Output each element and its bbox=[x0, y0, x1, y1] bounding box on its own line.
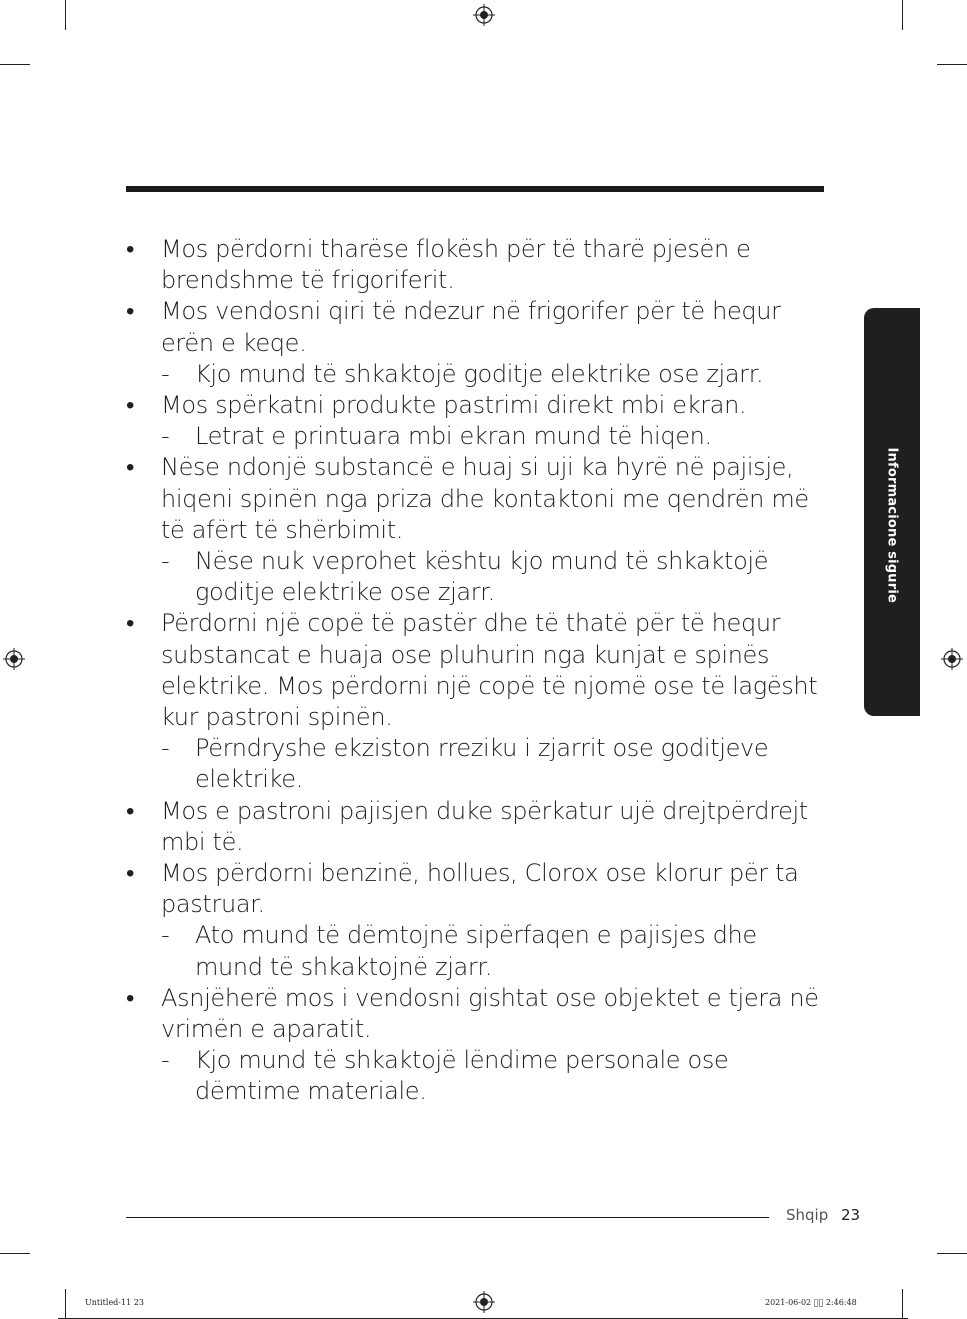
page-number: 23 bbox=[841, 1206, 861, 1224]
list-item-text: Asnjëherë mos i vendosni gishtat ose objektet e tjera në vrimën e aparatit. bbox=[161, 983, 819, 1044]
sub-item-text: Kjo mund të shkaktojë lëndime personale ose dëmtime materiale. bbox=[195, 1046, 729, 1106]
dash-icon: - bbox=[161, 1046, 170, 1075]
print-slug-timestamp: 2021-06-02 ￿￿ 2:46:48 bbox=[765, 1298, 857, 1307]
footer-rule bbox=[126, 1217, 769, 1218]
crop-mark bbox=[902, 1289, 903, 1319]
registration-mark-icon bbox=[3, 648, 25, 670]
section-tab-label: Informacione sigurie bbox=[884, 447, 900, 604]
sub-item bbox=[126, 546, 826, 608]
crop-mark bbox=[65, 1289, 66, 1319]
dash-icon: - bbox=[161, 921, 170, 950]
bullet-icon: • bbox=[126, 859, 135, 888]
list-item-text: Përdorni një copë të pastër dhe të thatë për të hequr substancat e huaja ose pluhurin nga kunjat e spinës elektrike. Mos përdorni një copë të njomë ose të lagësht kur pastroni spinën. bbox=[161, 609, 818, 732]
sub-item-text: Ato mund të dëmtojnë sipërfaqen e pajisjes dhe mund të shkaktojnë zjarr. bbox=[195, 921, 757, 981]
bullet-icon: • bbox=[126, 391, 135, 420]
sub-item bbox=[126, 1045, 826, 1107]
list-item-text: Mos spërkatni produkte pastrimi direkt mbi ekran. bbox=[161, 391, 747, 420]
list-item-text: Mos e pastroni pajisjen duke spërkatur ujë drejtpërdrejt mbi të. bbox=[161, 796, 808, 856]
safety-list bbox=[126, 234, 826, 1108]
list-item bbox=[126, 296, 826, 358]
list-item bbox=[126, 608, 826, 733]
sub-item-text: Kjo mund të shkaktojë goditje elektrike ose zjarr. bbox=[195, 359, 764, 388]
crop-mark bbox=[0, 64, 30, 65]
crop-mark bbox=[937, 64, 967, 65]
sub-item-text: Përndryshe ekziston rreziku i zjarrit ose goditjeve elektrike. bbox=[195, 734, 769, 794]
list-item bbox=[126, 858, 826, 920]
dash-icon: - bbox=[161, 422, 170, 451]
list-item-text: Mos përdorni benzinë, hollues, Clorox ose klorur për ta pastruar. bbox=[161, 859, 799, 919]
list-item bbox=[126, 452, 826, 546]
print-slug-file: Untitled-11 23 bbox=[85, 1298, 144, 1307]
sub-item bbox=[126, 359, 826, 390]
footer-language: Shqip bbox=[786, 1206, 829, 1224]
registration-mark-icon bbox=[473, 1291, 495, 1313]
dash-icon: - bbox=[161, 359, 170, 388]
list-item-text: Mos vendosni qiri të ndezur në frigorifer për të hequr erën e keqe. bbox=[161, 297, 781, 357]
crop-mark bbox=[0, 1253, 30, 1254]
list-item bbox=[126, 796, 826, 858]
section-tab-label-box bbox=[864, 308, 920, 716]
dash-icon: - bbox=[161, 547, 170, 576]
bullet-icon: • bbox=[126, 609, 135, 638]
sub-item bbox=[126, 920, 826, 982]
registration-mark-icon bbox=[473, 4, 495, 26]
list-item bbox=[126, 390, 826, 421]
bullet-icon: • bbox=[126, 796, 135, 825]
sub-item-text: Nëse nuk veprohet kështu kjo mund të shkaktojë goditje elektrike ose zjarr. bbox=[195, 547, 769, 607]
registration-mark-icon bbox=[941, 648, 963, 670]
bullet-icon: • bbox=[126, 983, 135, 1012]
sub-item bbox=[126, 421, 826, 452]
sub-item-text: Letrat e printuara mbi ekran mund të hiqen. bbox=[195, 422, 712, 451]
list-item bbox=[126, 234, 826, 296]
dash-icon: - bbox=[161, 734, 170, 763]
crop-mark bbox=[937, 1253, 967, 1254]
sub-item bbox=[126, 733, 826, 795]
list-item-text: Mos përdorni tharëse flokësh për të tharë pjesën e brendshme të frigoriferit. bbox=[161, 235, 751, 295]
bullet-icon: • bbox=[126, 453, 135, 482]
list-item-text: Nëse ndonjë substancë e huaj si uji ka hyrë në pajisje, hiqeni spinën nga priza dhe kontaktoni me qendrën më të afërt të shërbimit. bbox=[161, 453, 809, 544]
bullet-icon: • bbox=[126, 235, 135, 263]
crop-mark bbox=[902, 0, 903, 30]
bullet-icon: • bbox=[126, 297, 135, 326]
crop-mark bbox=[65, 0, 66, 30]
list-item bbox=[126, 983, 826, 1045]
header-rule bbox=[126, 186, 824, 192]
